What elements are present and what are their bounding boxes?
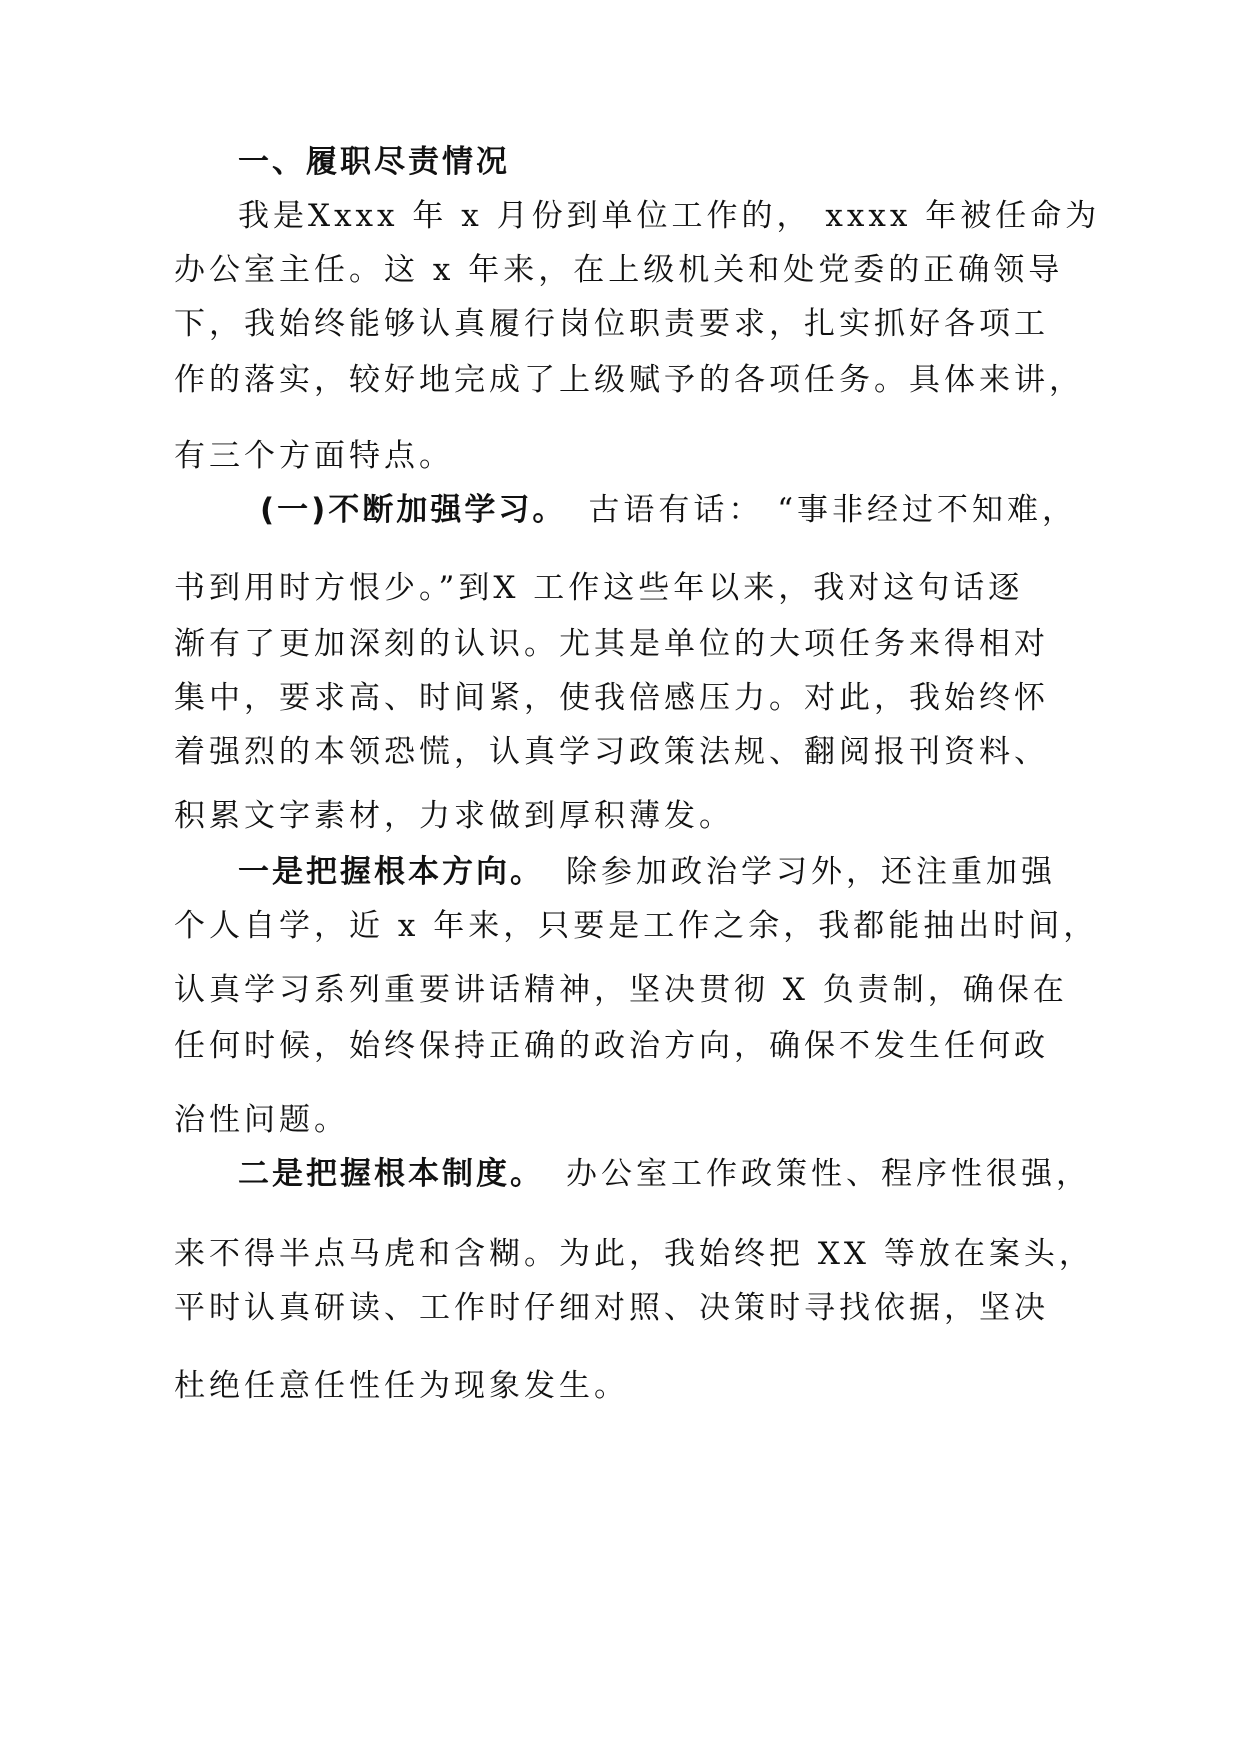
- point-title: 一是把握根本方向。: [238, 854, 544, 890]
- point-title: 二是把握根本制度。: [238, 1156, 544, 1192]
- paragraph-line: 治性问题。: [174, 1102, 349, 1138]
- point-text: 除参加政治学习外，还注重加强: [566, 854, 1056, 890]
- paragraph-line: 任何时候，始终保持正确的政治方向，确保不发生任何政: [174, 1028, 1049, 1064]
- point-first-line: [238, 1154, 1091, 1194]
- paragraph-line: 认真学习系列重要讲话精神，坚决贯彻 X 负责制，确保在: [174, 972, 1068, 1008]
- subsection-title: (一)不断加强学习。: [260, 492, 567, 528]
- subsection-text: 古语有话： “事非经过不知难，: [588, 492, 1078, 528]
- section-heading: 一、履职尽责情况: [238, 144, 510, 180]
- paragraph-line: 着强烈的本领恐慌，认真学习政策法规、翻阅报刊资料、: [174, 734, 1049, 770]
- paragraph-line: 下，我始终能够认真履行岗位职责要求，扎实抓好各项工: [174, 306, 1049, 342]
- subsection-first-line: [260, 490, 1077, 530]
- paragraph-line: 我是Xxxx 年 x 月份到单位工作的， xxxx 年被任命为: [238, 198, 1101, 234]
- paragraph-line: 来不得半点马虎和含糊。为此，我始终把 XX 等放在案头，: [174, 1236, 1094, 1272]
- paragraph-line: 渐有了更加深刻的认识。尤其是单位的大项任务来得相对: [174, 626, 1049, 662]
- paragraph-line: 平时认真研读、工作时仔细对照、决策时寻找依据，坚决: [174, 1290, 1049, 1326]
- paragraph-line: 作的落实，较好地完成了上级赋予的各项任务。具体来讲，: [174, 362, 1084, 398]
- point-text: 办公室工作政策性、程序性很强，: [566, 1156, 1091, 1192]
- paragraph-line: 有三个方面特点。: [174, 438, 454, 474]
- paragraph-line: 集中，要求高、时间紧，使我倍感压力。对此，我始终怀: [174, 680, 1049, 716]
- paragraph-line: 个人自学，近 x 年来，只要是工作之余，我都能抽出时间，: [174, 908, 1099, 944]
- paragraph-line: 积累文字素材，力求做到厚积薄发。: [174, 798, 734, 834]
- paragraph-line: 杜绝任意任性任为现象发生。: [174, 1368, 629, 1404]
- point-first-line: [238, 852, 1056, 892]
- paragraph-line: 书到用时方恨少。”到X 工作这些年以来，我对这句话逐: [174, 570, 1024, 606]
- paragraph-line: 办公室主任。这 x 年来，在上级机关和处党委的正确领导: [174, 252, 1064, 288]
